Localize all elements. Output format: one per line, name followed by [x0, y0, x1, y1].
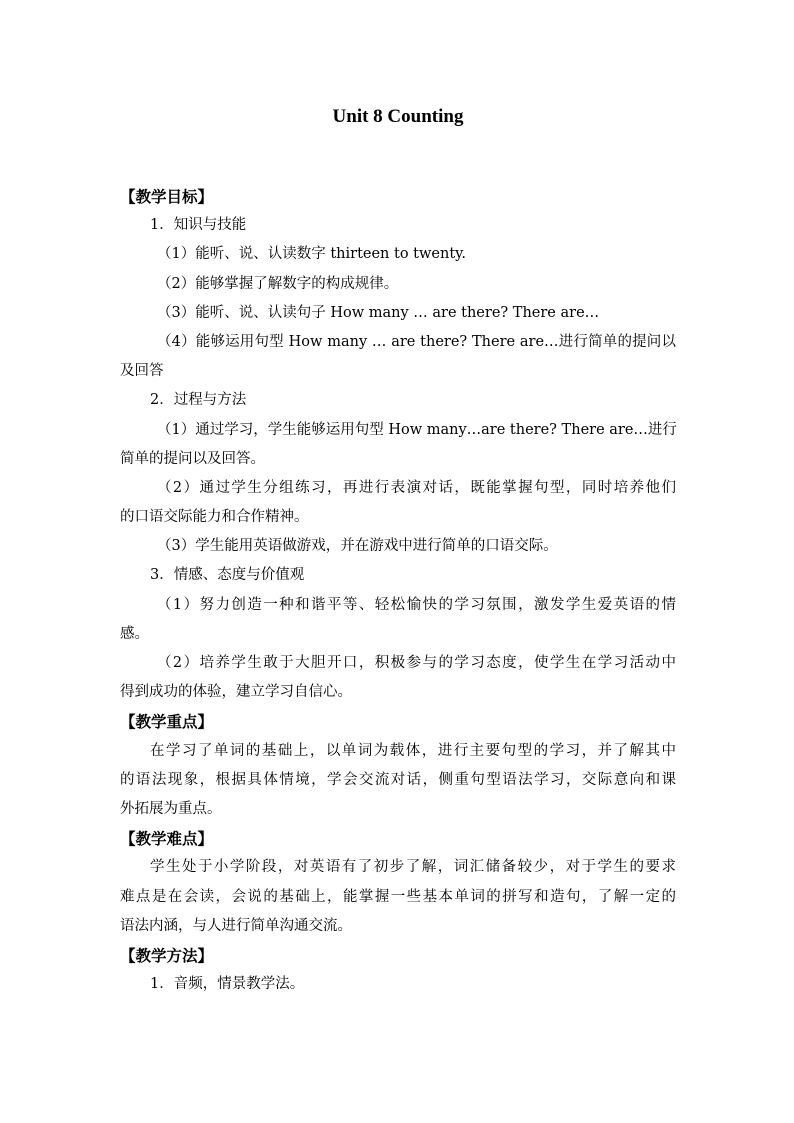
paragraph-line: 外拓展为重点。	[120, 800, 222, 817]
sub-item: （4）能够运用句型 How many … are there? There are…进行简单的提问以	[157, 333, 676, 350]
section-heading: 【教学方法】	[120, 945, 214, 965]
document-body	[120, 182, 676, 999]
paragraph-line: 简单的提问以及回答。	[120, 450, 265, 467]
numbered-item: 2．过程与方法	[150, 392, 247, 409]
paragraph-line: 难点是在会读，会说的基础上，能掌握一些基本单词的拼写和造句，了解一定的	[120, 888, 676, 905]
section-heading: 【教学目标】	[120, 187, 214, 206]
sub-item: （1）通过学习，学生能够运用句型 How many…are there? There are…进行	[157, 421, 677, 438]
section-heading: 【教学重点】	[120, 712, 214, 732]
section-heading: 【教学难点】	[120, 829, 214, 849]
paragraph-line: 得到成功的体验，建立学习自信心。	[120, 684, 352, 701]
paragraph-line: 的口语交际能力和合作精神。	[120, 509, 309, 526]
sub-item: （3）能听、说、认读句子 How many … are there? There are…	[157, 304, 600, 321]
paragraph-line: 的语法现象，根据具体情境，学会交流对话，侧重句型语法学习，交际意向和课	[120, 771, 676, 788]
sub-item: （3）学生能用英语做游戏，并在游戏中进行简单的口语交际。	[157, 538, 558, 555]
paragraph-line: 在学习了单词的基础上，以单词为载体，进行主要句型的学习，并了解其中	[150, 742, 676, 759]
paragraph-line: 及回答	[120, 363, 164, 380]
numbered-item: 1．知识与技能	[150, 217, 247, 234]
paragraph-line: 语法内涵，与人进行简单沟通交流。	[120, 917, 352, 934]
sub-item: （2）能够掌握了解数字的构成规律。	[157, 275, 399, 292]
numbered-item: 3．情感、态度与价值观	[150, 567, 305, 584]
sub-item: （2）培养学生敢于大胆开口，积极参与的学习态度，使学生在学习活动中	[157, 655, 676, 671]
sub-item: （2）通过学生分组练习，再进行表演对话，既能掌握句型，同时培养他们	[157, 479, 676, 496]
paragraph-line: 感。	[120, 625, 149, 642]
numbered-item: 1．音频，情景教学法。	[150, 976, 305, 993]
sub-item: （1）努力创造一种和谐平等、轻松愉快的学习氛围，激发学生爱英语的情	[157, 596, 676, 613]
document-title: Unit 8 Counting	[332, 106, 464, 127]
paragraph-line: 学生处于小学阶段，对英语有了初步了解，词汇储备较少，对于学生的要求	[150, 859, 676, 876]
sub-item: （1）能听、说、认读数字 thirteen to twenty.	[157, 246, 467, 263]
